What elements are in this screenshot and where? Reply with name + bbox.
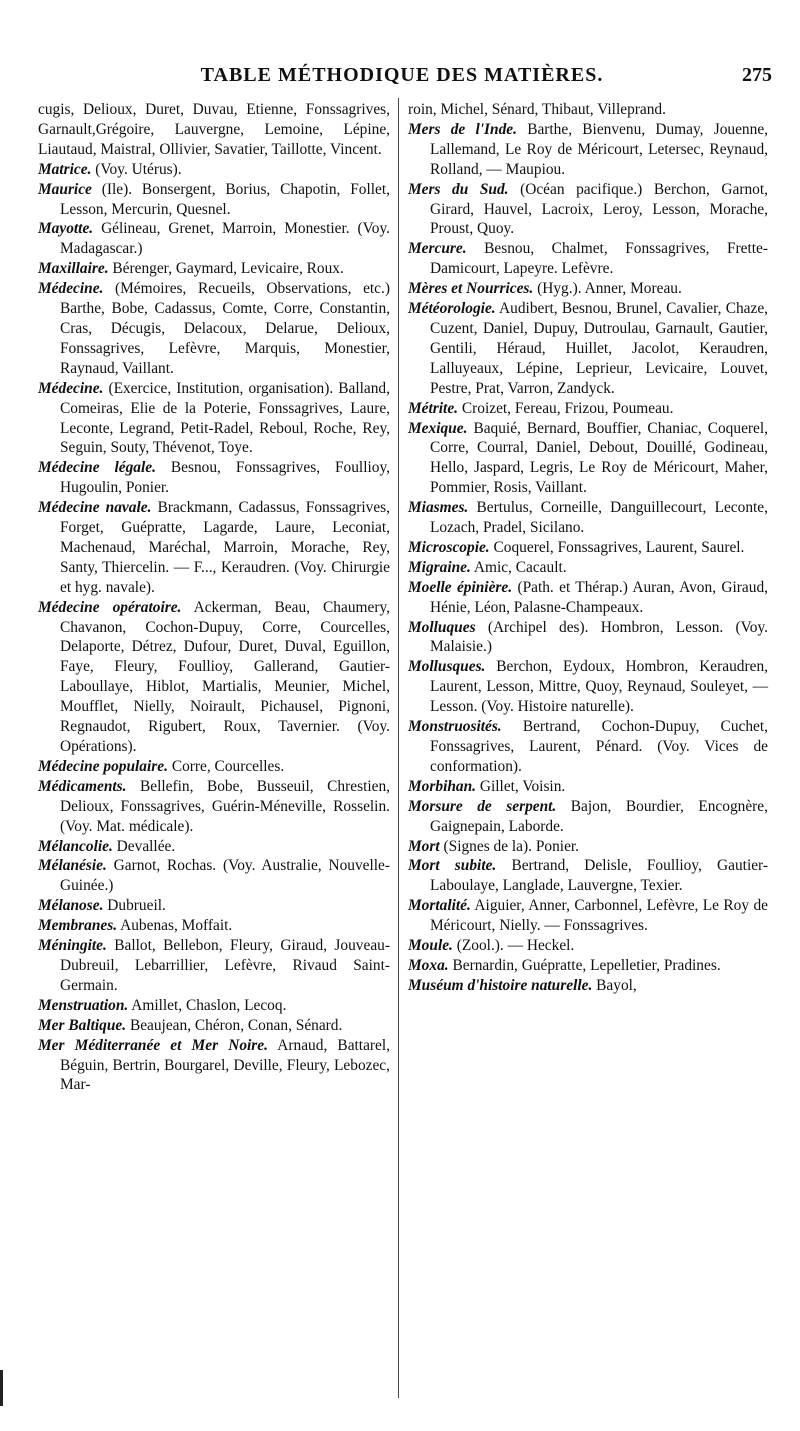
index-entry xyxy=(408,538,768,558)
page-title: TABLE MÉTHODIQUE DES MATIÈRES. xyxy=(200,64,604,86)
entry-text: (Océan pacifique.) Berchon, Garnot, Girard, Hauvel, Lacroix, Leroy, Lesson, Morache, Proust, Quoy. xyxy=(430,180,768,238)
entry-text: Amic, Cacault. xyxy=(473,558,567,576)
entry-text: (Zool.). — Heckel. xyxy=(456,937,575,955)
index-entry xyxy=(408,399,768,419)
index-entry xyxy=(408,180,768,240)
page-header xyxy=(32,64,772,90)
entry-keyword: Mélancolie. xyxy=(38,837,113,855)
index-entry xyxy=(408,498,768,538)
entry-keyword: Mexique. xyxy=(408,419,468,437)
index-entry xyxy=(408,797,768,837)
entry-text: Amillet, Chaslon, Lecoq. xyxy=(131,996,287,1014)
entry-keyword: Mercure. xyxy=(408,240,467,258)
index-entry xyxy=(38,180,390,220)
page-number: 275 xyxy=(742,64,772,86)
entry-text: Berchon, Eydoux, Hombron, Keraudren, Laurent, Lesson, Mittre, Quoy, Reynaud, Souleyet, — Lesson. (Voy. Histoire naturelle). xyxy=(430,658,768,716)
index-entry xyxy=(38,936,390,996)
index-entry xyxy=(38,996,390,1016)
entry-text: Bertulus, Corneille, Danguillecourt, Leconte, Lozach, Pradel, Sicilano. xyxy=(430,499,768,537)
entry-text: (Ile). Bonsergent, Borius, Chapotin, Follet, Lesson, Mercurin, Quesnel. xyxy=(60,180,390,218)
entry-text: (Signes de la). Ponier. xyxy=(443,837,580,855)
entry-keyword: Miasmes. xyxy=(408,499,469,517)
entry-keyword: Mortalité. xyxy=(408,897,471,915)
right-column xyxy=(408,100,768,996)
entry-text: cugis, Delioux, Duret, Duvau, Etienne, Fonssagrives, Garnault,Grégoire, Lauvergne, Lemoine, Lépine, Liautaud, Maistral, Ollivier, Savatier, Taillotte, Vincent. xyxy=(38,101,390,158)
entry-keyword: Microscopie. xyxy=(408,538,490,556)
entry-keyword: Mers du Sud. xyxy=(408,180,509,198)
entry-keyword: Morsure de serpent. xyxy=(408,797,557,815)
index-entry xyxy=(408,618,768,658)
index-entry xyxy=(408,279,768,299)
margin-mark xyxy=(0,1370,3,1406)
index-entry xyxy=(408,837,768,857)
index-entry xyxy=(408,936,768,956)
entry-keyword: Menstruation. xyxy=(38,996,129,1014)
entry-text: Baquié, Bernard, Bouffier, Chaniac, Coquerel, Corre, Courral, Daniel, Debout, Douillé, Godineau, Hello, Jaspard, Legris, Le Roy de Méricourt, Maher, Pommier, Rosis, Vaillant. xyxy=(430,419,768,497)
entry-keyword: Médecine. xyxy=(38,379,104,397)
entry-keyword: Mer Baltique. xyxy=(38,1016,127,1034)
entry-keyword: Mélanésie. xyxy=(38,857,107,875)
index-entry xyxy=(408,956,768,976)
index-entry xyxy=(38,160,390,180)
index-entry xyxy=(38,757,390,777)
index-entry xyxy=(408,419,768,499)
entry-text: Bertrand, Delisle, Foullioy, Gautier-Laboulaye, Langlade, Lauvergne, Texier. xyxy=(430,857,768,895)
entry-text: (Path. et Thérap.) Auran, Avon, Giraud, Hénie, Léon, Palasne-Champeaux. xyxy=(430,578,768,616)
entry-keyword: Mélanose. xyxy=(38,897,104,915)
index-entry xyxy=(38,219,390,259)
entry-keyword: Monstruosités. xyxy=(408,718,502,736)
index-entry xyxy=(408,657,768,717)
index-entry xyxy=(38,837,390,857)
index-entry xyxy=(408,777,768,797)
entry-keyword: Mers de l'Inde. xyxy=(408,120,517,138)
entry-keyword: Méningite. xyxy=(38,937,107,955)
entry-text: Besnou, Fonssagrives, Foullioy, Hugoulin, Ponier. xyxy=(60,459,390,497)
entry-text: (Exercice, Institution, organisation). Balland, Comeiras, Elie de la Poterie, Fonssagrives, Laure, Leconte, Legrand, Petit-Radel, Reboul, Roche, Rey, Seguin, Souty, Thévenot, Toye. xyxy=(60,379,390,457)
entry-text: (Voy. Utérus). xyxy=(95,160,182,178)
entry-keyword: Métrite. xyxy=(408,399,459,417)
index-entry xyxy=(408,299,768,399)
entry-text: Brackmann, Cadassus, Fonssagrives, Forget, Guépratte, Lagarde, Laure, Leconiat, Machenaud, Maréchal, Marroin, Morache, Rey, Santy, Thiercelin. — F..., Keraudren. (Voy. Chirurgie et hyg. navale). xyxy=(60,499,390,596)
entry-keyword: Morbihan. xyxy=(408,777,477,795)
index-entry xyxy=(408,896,768,936)
entry-text: (Archipel des). Hombron, Lesson. (Voy. Malaisie.) xyxy=(430,618,768,656)
entry-text: Gélineau, Grenet, Marroin, Monestier. (Voy. Madagascar.) xyxy=(60,220,390,258)
index-entry xyxy=(408,856,768,896)
index-entry xyxy=(38,856,390,896)
index-entry xyxy=(408,100,768,120)
index-entry xyxy=(38,379,390,459)
index-entry xyxy=(38,777,390,837)
index-entry xyxy=(38,896,390,916)
index-entry xyxy=(38,259,390,279)
entry-keyword: Médecine populaire. xyxy=(38,757,168,775)
entry-text: Audibert, Besnou, Brunel, Cavalier, Chaze, Cuzent, Daniel, Dupuy, Dutroulau, Garnault, Gautier, Gentili, Héraud, Huillet, Jacolot, Keraudren, Lalluyeaux, Lépine, Leprieur, Levicaire, Louvet, Pestre, Prat, Varron, Zandyck. xyxy=(430,300,768,397)
entry-text: Corre, Courcelles. xyxy=(171,757,285,775)
entry-keyword: Moxa. xyxy=(408,956,449,974)
entry-keyword: Membranes. xyxy=(38,917,118,935)
entry-keyword: Matrice. xyxy=(38,160,92,178)
entry-text: (Hyg.). Anner, Moreau. xyxy=(537,280,682,298)
entry-text: (Mémoires, Recueils, Observations, etc.) Barthe, Bobe, Cadassus, Comte, Corre, Constantin, Cras, Décugis, Delacoux, Delarue, Delioux, Fonssagrives, Lefèvre, Marquis, Monestier, Raynaud, Vaillant. xyxy=(60,280,390,377)
entry-text: Bayol, xyxy=(596,976,637,994)
entry-text: Bertrand, Cochon-Dupuy, Cuchet, Fonssagrives, Laurent, Pénard. (Voy. Vices de conformation). xyxy=(430,718,768,775)
entry-text: Garnot, Rochas. (Voy. Australie, Nouvelle-Guinée.) xyxy=(60,857,390,895)
entry-text: roin, Michel, Sénard, Thibaut, Villeprand. xyxy=(408,101,666,118)
index-entry xyxy=(408,976,768,996)
entry-text: Aubenas, Moffait. xyxy=(120,917,233,935)
entry-text: Ballot, Bellebon, Fleury, Giraud, Jouveau-Dubreuil, Lebarrillier, Lefèvre, Rivaud Saint-Germain. xyxy=(60,937,390,994)
entry-keyword: Moule. xyxy=(408,937,453,955)
entry-keyword: Médecine légale. xyxy=(38,459,156,477)
index-entry xyxy=(408,717,768,777)
left-column xyxy=(38,100,390,1095)
entry-text: Croizet, Fereau, Frizou, Poumeau. xyxy=(461,399,674,417)
entry-keyword: Mères et Nourrices. xyxy=(408,280,534,298)
entry-keyword: Mayotte. xyxy=(38,220,94,238)
index-entry xyxy=(38,598,390,757)
entry-text: Bellefin, Bobe, Busseuil, Chrestien, Delioux, Fonssagrives, Guérin-Méneville, Rosselin. (Voy. Mat. médicale). xyxy=(60,777,390,835)
index-entry xyxy=(38,279,390,379)
entry-keyword: Maurice xyxy=(38,180,92,198)
entry-text: Beaujean, Chéron, Conan, Sénard. xyxy=(129,1016,343,1034)
index-entry xyxy=(38,458,390,498)
entry-keyword: Migraine. xyxy=(408,558,471,576)
entry-keyword: Mort subite. xyxy=(408,857,497,875)
index-entry xyxy=(38,916,390,936)
entry-keyword: Météorologie. xyxy=(408,300,496,318)
entry-text: Gillet, Voisin. xyxy=(479,777,566,795)
index-entry xyxy=(408,120,768,180)
entry-text: Devallée. xyxy=(116,837,176,855)
entry-text: Dubrueil. xyxy=(107,897,166,915)
entry-text: Besnou, Chalmet, Fonssagrives, Frette-Damicourt, Lapeyre. Lefèvre. xyxy=(430,240,768,278)
entry-text: Ackerman, Beau, Chaumery, Chavanon, Cochon-Dupuy, Corre, Courcelles, Delaporte, Détrez, Dufour, Duret, Duval, Eguillon, Faye, Fleury, Foullioy, Gallerand, Gautier-Laboullaye, Hiblot, Martialis, Meunier, Michel, Moufflet, Nielly, Noirault, Pichausel, Pignoni, Regnaudot, Rigubert, Roux, Tavernier. (Voy. Opérations). xyxy=(60,598,390,755)
entry-text: Aiguier, Anner, Carbonnel, Lefèvre, Le Roy de Méricourt, Nielly. — Fonssagrives. xyxy=(430,897,769,935)
entry-keyword: Médecine navale. xyxy=(38,499,152,517)
entry-text: Bajon, Bourdier, Encognère, Gaignepain, Laborde. xyxy=(430,797,768,835)
entry-text: Coquerel, Fonssagrives, Laurent, Saurel. xyxy=(493,538,745,556)
entry-keyword: Médecine. xyxy=(38,280,104,298)
entry-text: Bérenger, Gaymard, Levicaire, Roux. xyxy=(112,260,344,278)
entry-keyword: Molluques xyxy=(408,618,476,636)
index-entry xyxy=(38,498,390,598)
entry-keyword: Muséum d'histoire naturelle. xyxy=(408,976,593,994)
index-entry xyxy=(408,578,768,618)
entry-keyword: Moelle épinière. xyxy=(408,578,513,596)
entry-keyword: Médicaments. xyxy=(38,777,127,795)
index-entry xyxy=(38,1016,390,1036)
index-entry xyxy=(38,1036,390,1096)
entry-keyword: Mer Méditerranée et Mer Noire. xyxy=(38,1036,268,1054)
entry-text: Barthe, Bienvenu, Dumay, Jouenne, Lallemand, Le Roy de Méricourt, Letersec, Reynaud, Rolland, — Maupiou. xyxy=(430,120,768,178)
entry-keyword: Maxillaire. xyxy=(38,260,109,278)
index-entry xyxy=(38,100,390,160)
entry-text: Arnaud, Battarel, Béguin, Bertrin, Bourgarel, Deville, Fleury, Lebozec, Mar- xyxy=(60,1036,390,1094)
entry-keyword: Mort xyxy=(408,837,440,855)
index-entry xyxy=(408,558,768,578)
index-entry xyxy=(408,239,768,279)
column-divider xyxy=(398,98,399,1398)
entry-keyword: Médecine opératoire. xyxy=(38,598,182,616)
entry-keyword: Mollusques. xyxy=(408,658,486,676)
entry-text: Bernardin, Guépratte, Lepelletier, Pradines. xyxy=(452,956,721,974)
